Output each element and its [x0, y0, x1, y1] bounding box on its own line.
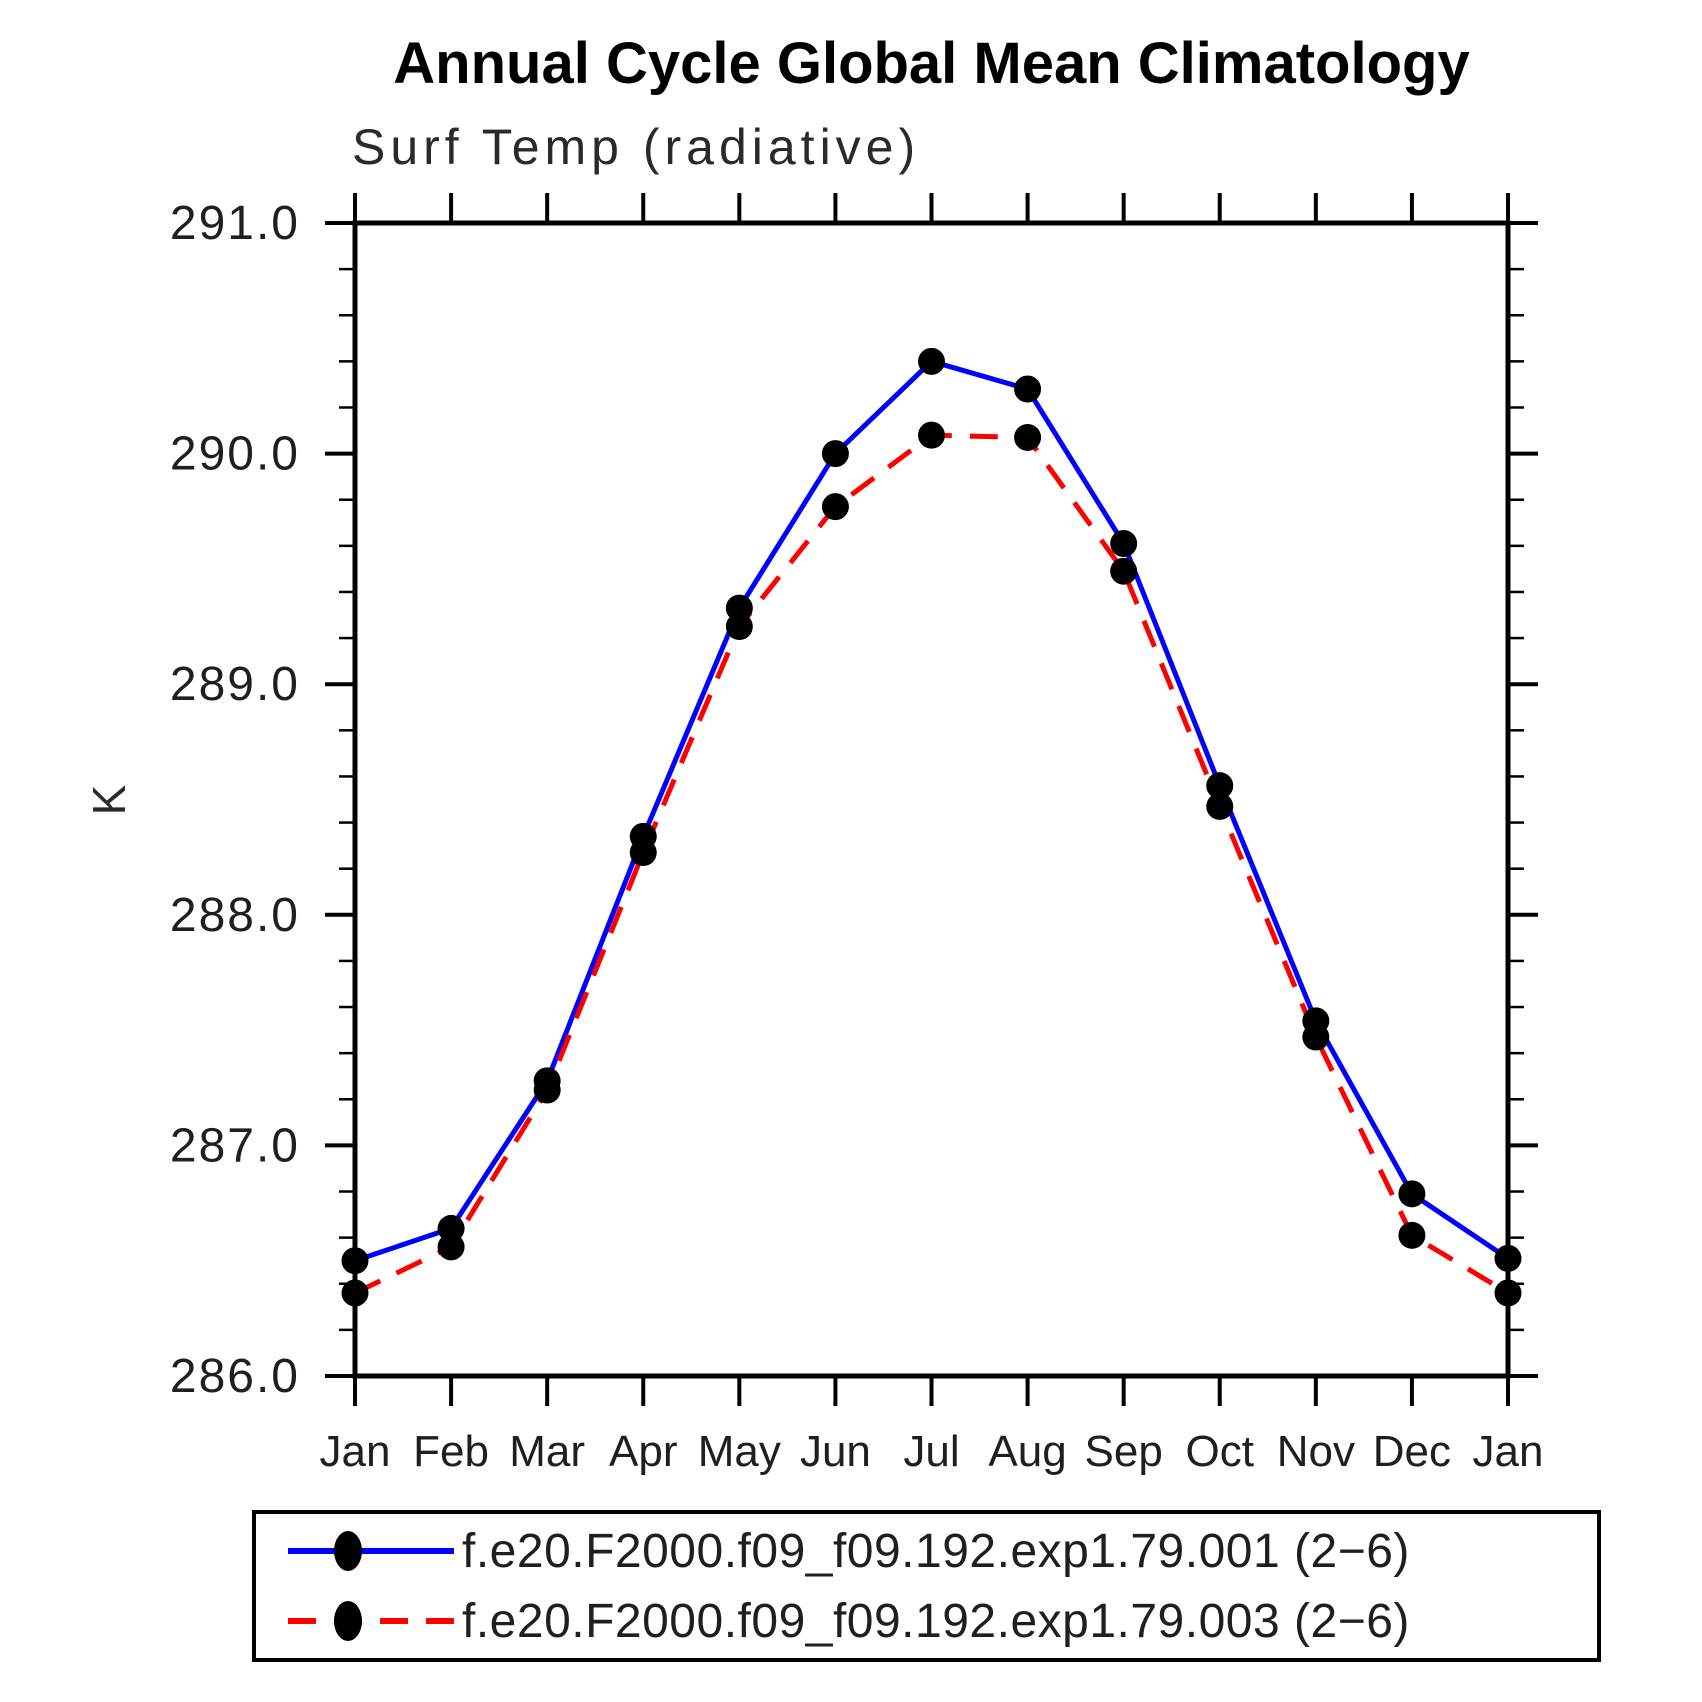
- y-tick-label: 290.0: [169, 427, 300, 481]
- legend-line-sample-series1: [286, 1516, 456, 1586]
- legend-label-series1: f.e20.F2000.f09_f09.192.exp1.79.001 (2−6): [462, 1524, 1410, 1578]
- x-tick-label: Jul: [903, 1427, 960, 1476]
- series-markers-2: [342, 422, 1522, 1307]
- data-point-marker: [918, 348, 945, 375]
- legend-marker-2: [334, 1601, 362, 1641]
- y-tick-label: 291.0: [169, 197, 300, 250]
- legend-item: [256, 1516, 1597, 1586]
- data-point-marker: [1110, 558, 1137, 585]
- data-point-marker: [630, 839, 657, 866]
- data-point-marker: [1014, 376, 1041, 403]
- x-tick-label: Nov: [1276, 1427, 1355, 1476]
- x-tick-label: May: [697, 1427, 781, 1476]
- y-tick-label: 287.0: [169, 1119, 300, 1173]
- data-point-marker: [726, 613, 753, 640]
- y-tick-label: 286.0: [169, 1350, 300, 1403]
- y-tick-label: 288.0: [169, 888, 300, 942]
- data-point-marker: [1398, 1180, 1425, 1207]
- x-tick-label: Mar: [509, 1427, 586, 1476]
- x-tick-label: Aug: [988, 1427, 1067, 1476]
- x-tick-label: Feb: [413, 1427, 489, 1476]
- data-point-marker: [1206, 793, 1233, 820]
- chart-title: Annual Cycle Global Mean Climatology: [393, 31, 1470, 96]
- legend-line-sample-series2: [286, 1586, 456, 1656]
- legend-marker-1: [334, 1531, 362, 1571]
- data-point-marker: [438, 1233, 465, 1260]
- data-point-marker: [1398, 1222, 1425, 1249]
- x-tick-label: Dec: [1372, 1427, 1452, 1476]
- series-line-2: [355, 435, 1508, 1293]
- legend-label-series2: f.e20.F2000.f09_f09.192.exp1.79.003 (2−6): [462, 1594, 1410, 1648]
- data-point-marker: [918, 422, 945, 449]
- y-axis-label: K: [83, 784, 135, 816]
- data-point-marker: [1495, 1245, 1522, 1272]
- y-tick-label: 289.0: [169, 658, 300, 712]
- data-point-marker: [1110, 530, 1137, 557]
- plot-frame: [355, 223, 1508, 1376]
- data-point-marker: [1495, 1279, 1522, 1306]
- data-point-marker: [342, 1247, 369, 1274]
- legend-item: [256, 1586, 1597, 1656]
- data-point-marker: [822, 440, 849, 467]
- x-tick-label: Jan: [1472, 1427, 1544, 1476]
- x-tick-label: Oct: [1185, 1427, 1254, 1476]
- x-tick-label: Sep: [1084, 1427, 1163, 1476]
- x-tick-label: Jun: [799, 1427, 871, 1476]
- data-point-marker: [534, 1077, 561, 1104]
- data-point-marker: [1014, 424, 1041, 451]
- data-point-marker: [342, 1279, 369, 1306]
- data-point-marker: [822, 493, 849, 520]
- data-point-marker: [1302, 1024, 1329, 1051]
- legend: [252, 1510, 1601, 1662]
- x-tick-label: Jan: [319, 1427, 391, 1476]
- chart-subtitle: Surf Temp (radiative): [352, 119, 921, 175]
- x-tick-label: Apr: [609, 1427, 678, 1476]
